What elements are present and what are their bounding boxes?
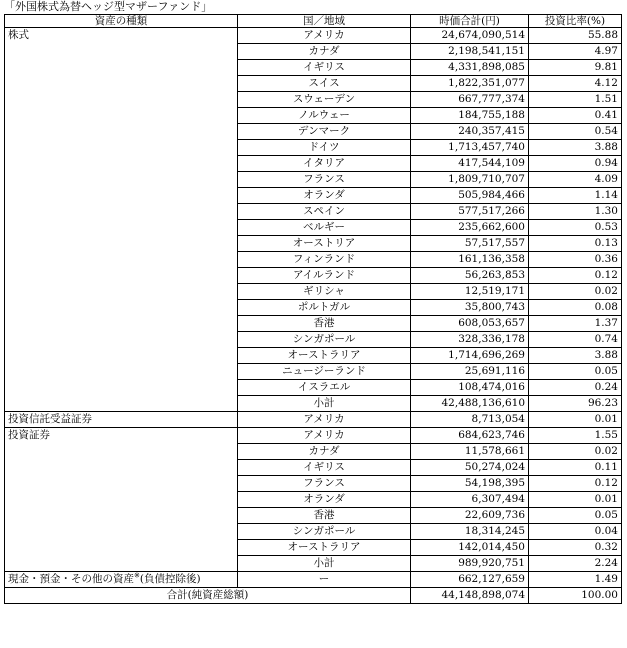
- country-cell: イタリア: [238, 156, 411, 172]
- value-cell: 142,014,450: [411, 540, 529, 556]
- country-cell: アメリカ: [238, 28, 411, 44]
- country-cell: デンマーク: [238, 124, 411, 140]
- value-cell: 25,691,116: [411, 364, 529, 380]
- cash-note-mark: ※: [134, 571, 140, 580]
- value-cell: 1,714,696,269: [411, 348, 529, 364]
- ratio-cell: 55.88: [529, 28, 622, 44]
- country-cell: シンガポール: [238, 524, 411, 540]
- value-cell: 684,623,746: [411, 428, 529, 444]
- header-row: [5, 15, 622, 28]
- value-cell: 1,822,351,077: [411, 76, 529, 92]
- country-cell: オーストリア: [238, 236, 411, 252]
- country-cell: ポルトガル: [238, 300, 411, 316]
- cash-value: 662,127,659: [411, 572, 529, 588]
- country-cell: アイルランド: [238, 268, 411, 284]
- subtotal-value: 989,920,751: [411, 556, 529, 572]
- total-value: 44,148,898,074: [411, 588, 529, 604]
- subtotal-ratio: 2.24: [529, 556, 622, 572]
- country-cell: フィンランド: [238, 252, 411, 268]
- subtotal-ratio: 96.23: [529, 396, 622, 412]
- ratio-cell: 0.13: [529, 236, 622, 252]
- value-cell: 57,517,557: [411, 236, 529, 252]
- country-cell: ノルウェー: [238, 108, 411, 124]
- subtotal-label: 小計: [238, 396, 411, 412]
- value-cell: 4,331,898,085: [411, 60, 529, 76]
- ratio-cell: 0.05: [529, 508, 622, 524]
- ratio-cell: 0.74: [529, 332, 622, 348]
- header-market-value: 時価合計(円): [411, 15, 529, 28]
- ratio-cell: 1.55: [529, 428, 622, 444]
- ratio-cell: 0.53: [529, 220, 622, 236]
- value-cell: 11,578,661: [411, 444, 529, 460]
- country-cell: イギリス: [238, 60, 411, 76]
- header-ratio: 投資比率(%): [529, 15, 622, 28]
- country-cell: スウェーデン: [238, 92, 411, 108]
- ratio-cell: 4.12: [529, 76, 622, 92]
- total-ratio: 100.00: [529, 588, 622, 604]
- country-cell: ギリシャ: [238, 284, 411, 300]
- ratio-cell: 4.09: [529, 172, 622, 188]
- country-cell: 香港: [238, 316, 411, 332]
- ratio-cell: 0.04: [529, 524, 622, 540]
- holdings-table: [4, 14, 622, 604]
- country-cell: アメリカ: [238, 428, 411, 444]
- country-cell: イスラエル: [238, 380, 411, 396]
- ratio-cell: 0.08: [529, 300, 622, 316]
- ratio-cell: 1.37: [529, 316, 622, 332]
- value-cell: 577,517,266: [411, 204, 529, 220]
- header-asset-type: 資産の種類: [5, 15, 238, 28]
- value-cell: 417,544,109: [411, 156, 529, 172]
- ratio-cell: 3.88: [529, 140, 622, 156]
- value-cell: 2,198,541,151: [411, 44, 529, 60]
- ratio-cell: 0.24: [529, 380, 622, 396]
- cash-row: [5, 572, 622, 588]
- country-cell: オランダ: [238, 492, 411, 508]
- ratio-cell: 0.05: [529, 364, 622, 380]
- ratio-cell: 1.14: [529, 188, 622, 204]
- ratio-cell: 1.51: [529, 92, 622, 108]
- country-cell: フランス: [238, 476, 411, 492]
- value-cell: 54,198,395: [411, 476, 529, 492]
- country-cell: アメリカ: [238, 412, 411, 428]
- country-cell: ニュージーランド: [238, 364, 411, 380]
- country-cell: イギリス: [238, 460, 411, 476]
- cash-suffix: (負債控除後): [139, 573, 201, 585]
- ratio-cell: 0.12: [529, 268, 622, 284]
- country-cell: オーストラリア: [238, 348, 411, 364]
- value-cell: 608,053,657: [411, 316, 529, 332]
- value-cell: 8,713,054: [411, 412, 529, 428]
- value-cell: 161,136,358: [411, 252, 529, 268]
- country-cell: オランダ: [238, 188, 411, 204]
- country-cell: ドイツ: [238, 140, 411, 156]
- value-cell: 667,777,374: [411, 92, 529, 108]
- country-cell: スペイン: [238, 204, 411, 220]
- country-cell: フランス: [238, 172, 411, 188]
- value-cell: 235,662,600: [411, 220, 529, 236]
- ratio-cell: 0.54: [529, 124, 622, 140]
- category-trust: 投資信託受益証券: [5, 412, 238, 428]
- ratio-cell: 0.11: [529, 460, 622, 476]
- total-label: 合計(純資産総額): [5, 588, 411, 604]
- value-cell: 108,474,016: [411, 380, 529, 396]
- country-cell: シンガポール: [238, 332, 411, 348]
- cash-ratio: 1.49: [529, 572, 622, 588]
- value-cell: 184,755,188: [411, 108, 529, 124]
- value-cell: 56,263,853: [411, 268, 529, 284]
- country-cell: カナダ: [238, 444, 411, 460]
- ratio-cell: 0.32: [529, 540, 622, 556]
- category-stocks: 株式: [5, 28, 238, 412]
- country-cell: スイス: [238, 76, 411, 92]
- value-cell: 1,809,710,707: [411, 172, 529, 188]
- ratio-cell: 0.12: [529, 476, 622, 492]
- value-cell: 1,713,457,740: [411, 140, 529, 156]
- cash-label: 現金・預金・その他の資産: [8, 573, 134, 585]
- ratio-cell: 0.01: [529, 492, 622, 508]
- country-cell: オーストラリア: [238, 540, 411, 556]
- total-row: [5, 588, 622, 604]
- category-securities: 投資証券: [5, 428, 238, 572]
- value-cell: 240,357,415: [411, 124, 529, 140]
- value-cell: 328,336,178: [411, 332, 529, 348]
- ratio-cell: 1.30: [529, 204, 622, 220]
- value-cell: 22,609,736: [411, 508, 529, 524]
- table-row: [5, 412, 622, 428]
- value-cell: 6,307,494: [411, 492, 529, 508]
- cash-label-cell: [5, 572, 238, 588]
- table-row: [5, 28, 622, 44]
- ratio-cell: 0.36: [529, 252, 622, 268]
- country-cell: ベルギー: [238, 220, 411, 236]
- ratio-cell: 4.97: [529, 44, 622, 60]
- table-row: [5, 428, 622, 444]
- ratio-cell: 0.41: [529, 108, 622, 124]
- subtotal-label: 小計: [238, 556, 411, 572]
- country-cell: 香港: [238, 508, 411, 524]
- value-cell: 35,800,743: [411, 300, 529, 316]
- value-cell: 24,674,090,514: [411, 28, 529, 44]
- value-cell: 18,314,245: [411, 524, 529, 540]
- ratio-cell: 0.02: [529, 284, 622, 300]
- fund-title: 「外国株式為替ヘッジ型マザーファンド」: [4, 0, 213, 13]
- value-cell: 505,984,466: [411, 188, 529, 204]
- country-cell: カナダ: [238, 44, 411, 60]
- header-country: 国／地域: [238, 15, 411, 28]
- ratio-cell: 0.01: [529, 412, 622, 428]
- ratio-cell: 9.81: [529, 60, 622, 76]
- ratio-cell: 3.88: [529, 348, 622, 364]
- cash-country: ー: [238, 572, 411, 588]
- value-cell: 50,274,024: [411, 460, 529, 476]
- subtotal-value: 42,488,136,610: [411, 396, 529, 412]
- ratio-cell: 0.02: [529, 444, 622, 460]
- ratio-cell: 0.94: [529, 156, 622, 172]
- value-cell: 12,519,171: [411, 284, 529, 300]
